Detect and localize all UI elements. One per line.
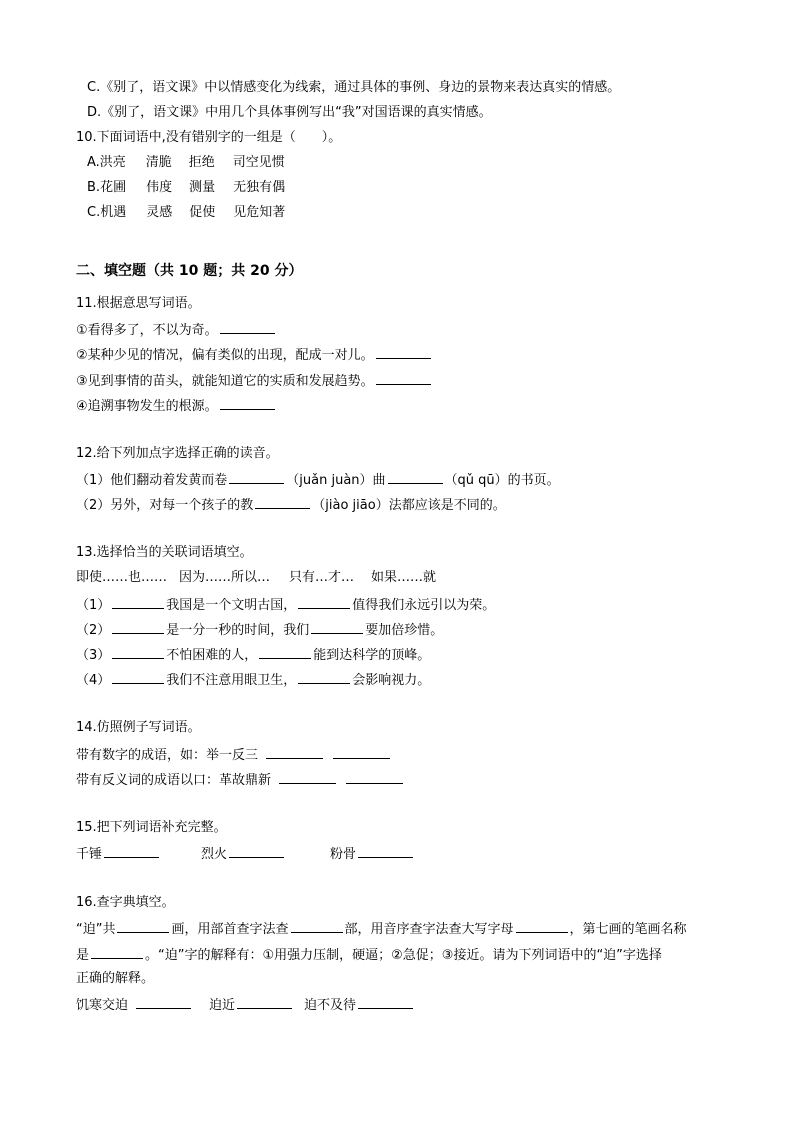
option-word: 洪亮 <box>99 155 126 170</box>
option-letter: A. <box>87 155 100 170</box>
item-number: （3） <box>76 648 111 663</box>
q16-line-3: 正确的解释。 <box>76 971 155 986</box>
q11-item-1 <box>76 319 277 339</box>
item-text: 不怕困难的人， <box>166 648 258 663</box>
answer-blank[interactable] <box>266 744 323 759</box>
answer-blank[interactable] <box>237 994 292 1009</box>
q11-item-3 <box>76 370 433 390</box>
q16-text: 。“迫”字的解释有：①用强力压制，硬逼；②急促；③接近。请为下列词语中的“迫”字选择 <box>145 948 662 963</box>
item-text: 是一分一秒的时间，我们 <box>166 623 310 638</box>
q10-stem: 10.下面词语中,没有错别字的一组是（ ）。 <box>76 130 342 145</box>
option-word: 无独有偶 <box>233 180 286 195</box>
option-word: 机遇 <box>100 205 127 220</box>
word-stem: 饥寒交迫 <box>76 998 129 1013</box>
q12-text: （jiào jiāo）法都应该是不同的。 <box>312 498 506 513</box>
q12-text: （juǎn juàn）曲 <box>286 473 386 488</box>
q13-stem: 13.选择恰当的关联词语填空。 <box>76 545 253 560</box>
item-number: （2） <box>76 623 111 638</box>
item-text: 值得我们永远引以为荣。 <box>352 598 496 613</box>
q10-option-c <box>87 203 285 223</box>
q16-text: ，第七画的笔画名称 <box>569 922 687 937</box>
q16-text: “迫”共 <box>76 922 116 937</box>
q16-line-1 <box>76 918 687 938</box>
answer-blank[interactable] <box>136 994 191 1009</box>
q11-stem: 11.根据意思写词语。 <box>76 296 201 311</box>
answer-blank[interactable] <box>255 494 310 509</box>
q9-option-c: C.《别了，语文课》中以情感变化为线索，通过具体的事例、身边的景物来表达真实的情感。 <box>87 80 621 95</box>
word-stem: 迫近 <box>209 998 236 1013</box>
word-stem: 千锤 <box>76 847 103 862</box>
q12-line-2 <box>76 494 506 514</box>
word-stem: 粉骨 <box>330 847 357 862</box>
choice-word: 只有…才… <box>289 570 355 585</box>
q15-stem: 15.把下列词语补充完整。 <box>76 820 227 835</box>
item-text: 要加倍珍惜。 <box>365 623 444 638</box>
answer-blank[interactable] <box>346 769 403 784</box>
option-word: 测量 <box>189 180 216 195</box>
item-text: ③见到事情的苗头，就能知道它的实质和发展趋势。 <box>76 374 374 389</box>
answer-blank[interactable] <box>376 344 431 359</box>
q10-option-a <box>87 153 285 173</box>
item-text: ④追溯事物发生的根源。 <box>76 399 218 414</box>
answer-blank[interactable] <box>220 319 275 334</box>
q10-option-b <box>87 178 285 198</box>
q12-line-1 <box>76 469 560 489</box>
answer-blank[interactable] <box>229 469 284 484</box>
option-word: 拒绝 <box>188 155 215 170</box>
item-text: 我国是一个文明古国， <box>166 598 297 613</box>
q16-line-2 <box>76 944 662 964</box>
q12-stem: 12.给下列加点字选择正确的读音。 <box>76 446 279 461</box>
item-text: 会影响视力。 <box>352 673 431 688</box>
item-number: （1） <box>76 598 111 613</box>
q13-item-2 <box>76 619 443 639</box>
answer-blank[interactable] <box>358 843 413 858</box>
answer-blank[interactable] <box>112 594 164 609</box>
option-letter: B. <box>87 180 101 195</box>
answer-blank[interactable] <box>220 395 275 410</box>
answer-blank[interactable] <box>112 644 164 659</box>
answer-blank[interactable] <box>104 843 159 858</box>
answer-blank[interactable] <box>291 918 343 933</box>
answer-blank[interactable] <box>516 918 568 933</box>
q14-text: 带有数字的成语，如：举一反三 <box>76 748 259 763</box>
choice-word: 因为……所以… <box>179 570 271 585</box>
q16-text: 是 <box>76 948 90 963</box>
answer-blank[interactable] <box>358 994 413 1009</box>
item-text: 能到达科学的顶峰。 <box>313 648 431 663</box>
q12-text: （qǔ qū）的书页。 <box>444 473 560 488</box>
q13-item-3 <box>76 644 430 664</box>
option-word: 花圃 <box>100 180 127 195</box>
item-text: ①看得多了，不以为奇。 <box>76 323 218 338</box>
item-number: （4） <box>76 673 111 688</box>
q16-stem: 16.查字典填空。 <box>76 895 175 910</box>
answer-blank[interactable] <box>311 619 363 634</box>
answer-blank[interactable] <box>117 918 169 933</box>
answer-blank[interactable] <box>112 619 164 634</box>
q14-text: 带有反义词的成语以口：革故鼎新 <box>76 773 272 788</box>
option-letter: C. <box>87 205 101 220</box>
q13-choices <box>76 568 436 588</box>
q14-line-1 <box>76 744 392 764</box>
q11-item-4 <box>76 395 277 415</box>
q9-option-d: D.《别了，语文课》中用几个具体事例写出“我”对国语课的真实情感。 <box>87 105 492 120</box>
q16-text: 画，用部首查字法查 <box>171 922 289 937</box>
answer-blank[interactable] <box>376 370 431 385</box>
word-stem: 烈火 <box>201 847 228 862</box>
q16-words <box>76 994 415 1014</box>
item-text: ②某种少见的情况，偏有类似的出现，配成一对儿。 <box>76 348 374 363</box>
answer-blank[interactable] <box>298 669 350 684</box>
q13-item-4 <box>76 669 430 689</box>
answer-blank[interactable] <box>298 594 350 609</box>
answer-blank[interactable] <box>259 644 311 659</box>
q11-item-2 <box>76 344 433 364</box>
q13-item-1 <box>76 594 495 614</box>
answer-blank[interactable] <box>91 944 143 959</box>
option-word: 伟度 <box>146 180 173 195</box>
word-stem: 迫不及待 <box>304 998 357 1013</box>
answer-blank[interactable] <box>229 843 284 858</box>
q12-text: （2）另外，对每一个孩子的教 <box>76 498 254 513</box>
option-word: 见危知著 <box>233 205 286 220</box>
answer-blank[interactable] <box>388 469 443 484</box>
answer-blank[interactable] <box>112 669 164 684</box>
answer-blank[interactable] <box>279 769 336 784</box>
section-heading: 二、填空题（共 10 题；共 20 分） <box>76 263 303 279</box>
option-word: 司空见惯 <box>232 155 285 170</box>
choice-word: 如果……就 <box>371 570 437 585</box>
q14-line-2 <box>76 769 405 789</box>
q16-text: 部，用音序查字法查大写字母 <box>344 922 514 937</box>
answer-blank[interactable] <box>333 744 390 759</box>
q14-stem: 14.仿照例子写词语。 <box>76 720 201 735</box>
q12-text: （1）他们翻动着发黄而卷 <box>76 473 228 488</box>
option-word: 促使 <box>189 205 216 220</box>
option-word: 灵感 <box>146 205 173 220</box>
q15-words <box>76 843 415 863</box>
item-text: 我们不注意用眼卫生， <box>166 673 297 688</box>
choice-word: 即使……也…… <box>76 570 168 585</box>
option-word: 清脆 <box>145 155 172 170</box>
